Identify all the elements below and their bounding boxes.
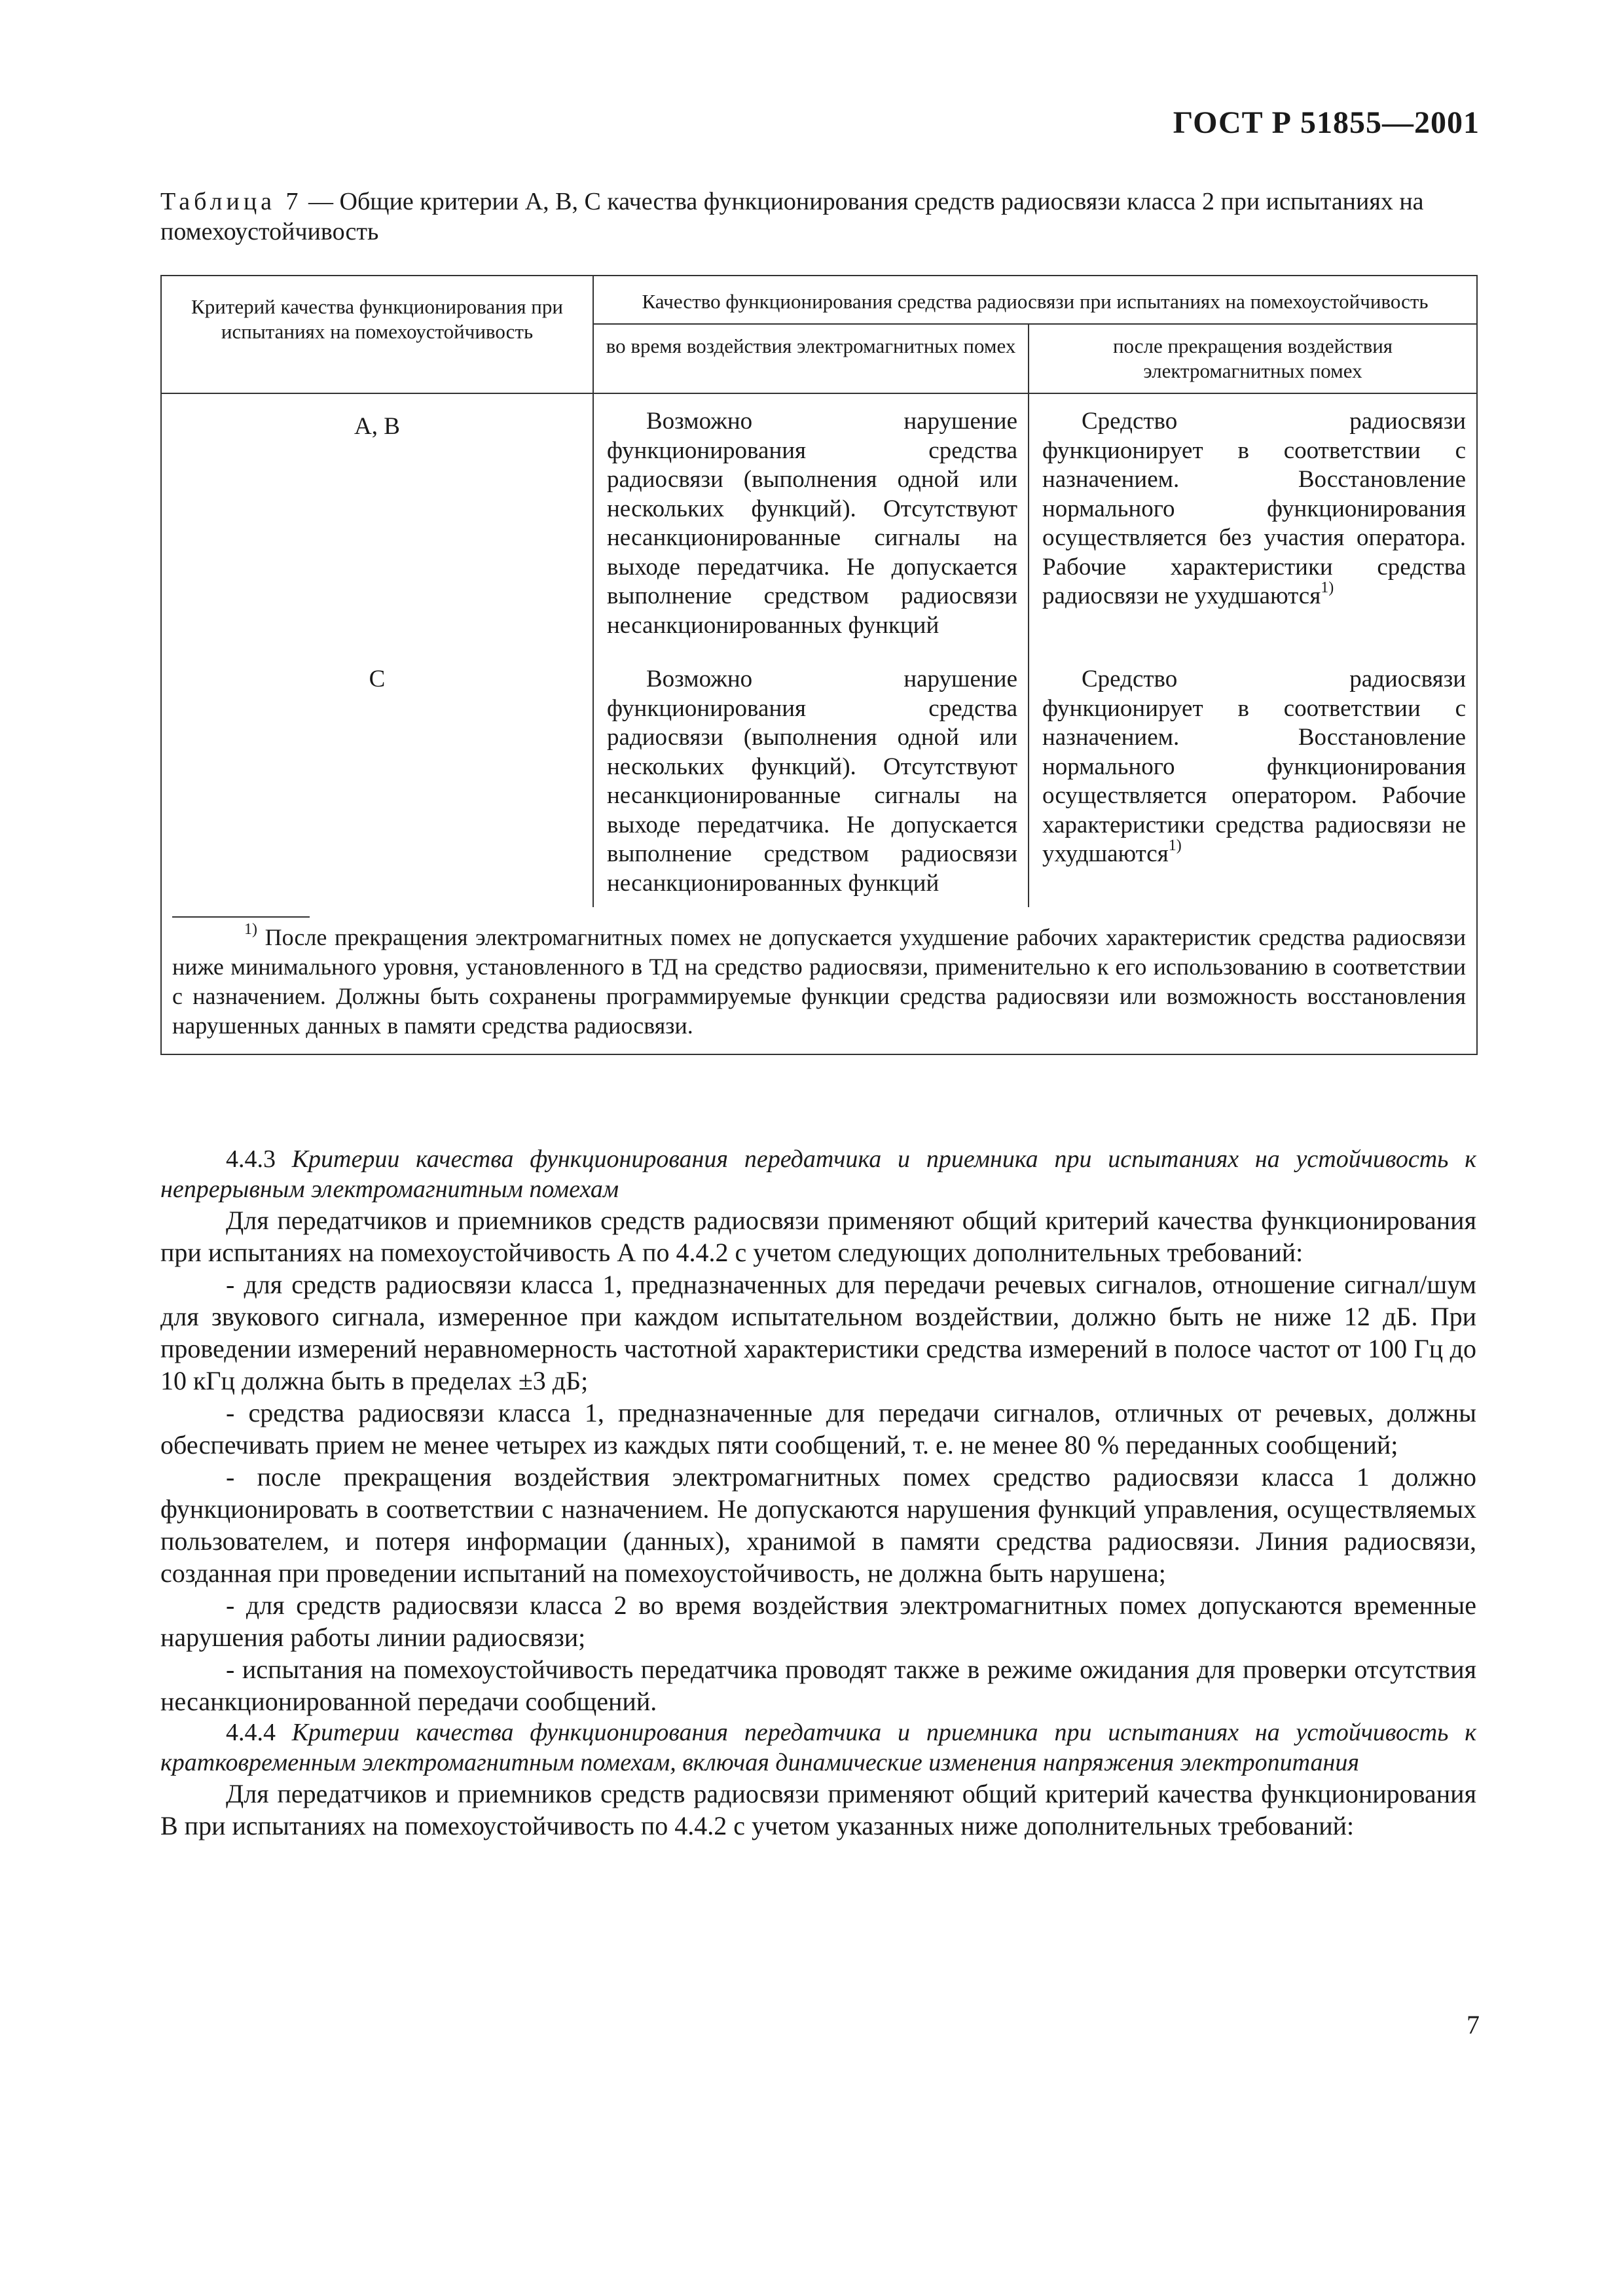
section-number: 4.4.3 (226, 1145, 292, 1173)
after-cell (1029, 649, 1477, 907)
list-item: - для средств радиосвязи класса 1, предназначенных для передачи речевых сигналов, отношение сигнал/шум для звукового сигнала, измеренное при каждом испытательном воздействии, должно быть не ниже 12 дБ. При проведении измерений неравномерность частотной характеристики средства измерений в полосе частот от 100 Гц до 10 кГц должна быть в пределах ±3 дБ; (160, 1270, 1476, 1395)
table-caption-text: — Общие критерии А, В, С качества функционирования средств радиосвязи класса 2 при испытаниях на помехоустойчивость (160, 188, 1424, 245)
col-header-group: Качество функционирования средства радиосвязи при испытаниях на помехоустойчивость (593, 276, 1477, 324)
after-text: Средство радиосвязи функционирует в соответствии с назначением. Восстановление нормального функционирования осуществляется оператором. Рабочие характеристики средства радиосвязи не ухудшаются (1042, 666, 1467, 867)
during-cell: Возможно нарушение функционирования средства радиосвязи (выполнения одной или нескольких функций). Отсутствуют несанкционированные сигналы на выходе передатчика. Не допускается выполнение средством радиосвязи несанкционированных функций (593, 393, 1029, 649)
paragraph: Для передатчиков и приемников средств радиосвязи применяют общий критерий качества функционирования В при испытаниях на помехоустойчивость по 4.4.2 с учетом указанных ниже дополнительных требований: (160, 1779, 1476, 1840)
during-cell: Возможно нарушение функционирования средства радиосвязи (выполнения одной или нескольких функций). Отсутствуют несанкционированные сигналы на выходе передатчика. Не допускается выполнение средством радиосвязи несанкционированных функций (593, 649, 1029, 907)
document-id: ГОСТ Р 51855—2001 (1173, 105, 1480, 140)
criterion-cell: С (161, 649, 593, 907)
section-heading-4-4-4 (160, 1717, 1476, 1778)
criteria-table (160, 275, 1478, 1055)
after-text: Средство радиосвязи функционирует в соответствии с назначением. Восстановление нормального функционирования осуществляется без участия оператора. Рабочие характеристики средства радиосвязи не ухудшаются (1042, 408, 1467, 609)
list-item: - после прекращения воздействия электромагнитных помех средство радиосвязи класса 1 должно функционировать в соответствии с назначением. Не допускаются нарушения функций управления, осуществляемых пользователем, и потеря информации (данных), хранимой в памяти средства радиосвязи. Линия радиосвязи, созданная при проведении испытаний на помехоустойчивость, не должна быть нарушена; (160, 1462, 1476, 1588)
paragraph: Для передатчиков и приемников средств радиосвязи применяют общий критерий качества функционирования при испытаниях на помехоустойчивость А по 4.4.2 с учетом следующих дополнительных требований: (160, 1206, 1476, 1267)
section-number: 4.4.4 (226, 1719, 292, 1746)
footnote-divider (172, 916, 310, 918)
col-header-after: после прекращения воздействия электромагнитных помех (1029, 324, 1477, 393)
list-item: - испытания на помехоустойчивость передатчика проводят также в режиме ожидания для проверки отсутствия несанкционированной передачи сообщений. (160, 1655, 1476, 1716)
section-title: Критерии качества функционирования передатчика и приемника при испытаниях на устойчивость к кратковременным электромагнитным помехам, включая динамические изменения напряжения электропитания (160, 1719, 1476, 1776)
table-caption (160, 187, 1470, 247)
footnote-body: После прекращения электромагнитных помех не допускается ухудшение рабочих характеристик средства радиосвязи ниже минимального уровня, установленного в ТД на средство радиосвязи, применительно к его использованию в соответствии с назначением. Должны быть сохранены программируемые функции средства радиосвязи или возможность восстановления нарушенных данных в памяти средства радиосвязи. (172, 924, 1467, 1039)
table-footnote (161, 907, 1477, 1054)
table-label: Таблица 7 (160, 188, 302, 215)
table-row (161, 649, 1477, 907)
footnote-mark: 1) (244, 921, 257, 938)
col-header-criterion: Критерий качества функционирования при испытаниях на помехоустойчивость (161, 276, 593, 393)
table-row (161, 393, 1477, 649)
section-heading-4-4-3 (160, 1144, 1476, 1204)
criterion-cell: А, В (161, 393, 593, 649)
footnote-text (172, 923, 1466, 1041)
footnote-ref: 1) (1321, 579, 1334, 596)
body-text (160, 1144, 1476, 1842)
section-title: Критерии качества функционирования передатчика и приемника при испытаниях на устойчивость к непрерывным электромагнитным помехам (160, 1145, 1476, 1203)
list-item: - для средств радиосвязи класса 2 во время воздействия электромагнитных помех допускаются временные нарушения работы линии радиосвязи; (160, 1590, 1476, 1652)
col-header-during: во время воздействия электромагнитных помех (593, 324, 1029, 393)
after-cell (1029, 393, 1477, 649)
page-number: 7 (1467, 2010, 1480, 2039)
footnote-ref: 1) (1168, 836, 1182, 854)
list-item: - средства радиосвязи класса 1, предназначенные для передачи сигналов, отличных от речевых, должны обеспечивать прием не менее четырех из каждых пяти сообщений, т. е. не менее 80 % переданных сообщений; (160, 1398, 1476, 1460)
